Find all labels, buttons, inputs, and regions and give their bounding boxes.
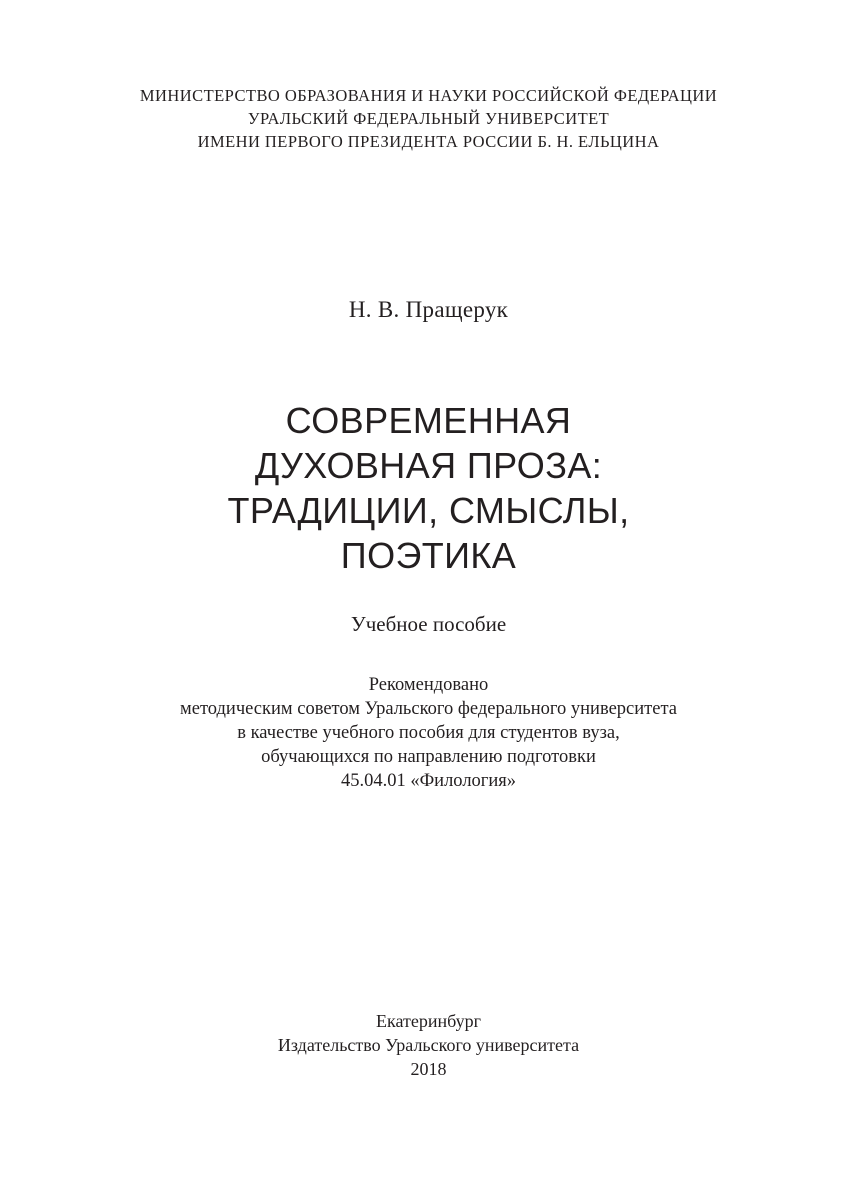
title-line-4: ПОЭТИКА xyxy=(340,535,517,576)
recommendation-line-4: обучающихся по направлению подготовки xyxy=(261,747,596,767)
ministry-header xyxy=(0,84,857,153)
title-line-1: СОВРЕМЕННАЯ xyxy=(285,400,572,441)
book-subtitle: Учебное пособие xyxy=(350,612,507,636)
title-line-3: ТРАДИЦИИ, СМЫСЛЫ, xyxy=(227,490,630,531)
title-line-2: ДУХОВНАЯ ПРОЗА: xyxy=(254,445,603,486)
imprint-publisher: Издательство Уральского университета xyxy=(277,1035,580,1055)
recommendation-line-1: Рекомендовано xyxy=(368,675,489,695)
ministry-line: МИНИСТЕРСТВО ОБРАЗОВАНИЯ И НАУКИ РОССИЙСКОЙ ФЕДЕРАЦИИ xyxy=(139,86,718,105)
author-name: Н. В. Пращерук xyxy=(348,297,509,322)
university-name-line: ИМЕНИ ПЕРВОГО ПРЕЗИДЕНТА РОССИИ Б. Н. ЕЛЬЦИНА xyxy=(197,132,660,151)
university-line: УРАЛЬСКИЙ ФЕДЕРАЛЬНЫЙ УНИВЕРСИТЕТ xyxy=(247,109,610,128)
imprint xyxy=(0,1009,857,1081)
recommendation-line-3: в качестве учебного пособия для студентов вуза, xyxy=(237,723,620,743)
recommendation-note xyxy=(0,673,857,793)
recommendation-line-2: методическим советом Уральского федерального университета xyxy=(180,699,677,719)
imprint-city: Екатеринбург xyxy=(376,1011,481,1031)
book-title xyxy=(0,398,857,578)
recommendation-line-5: 45.04.01 «Филология» xyxy=(340,771,517,791)
imprint-year: 2018 xyxy=(410,1059,447,1079)
